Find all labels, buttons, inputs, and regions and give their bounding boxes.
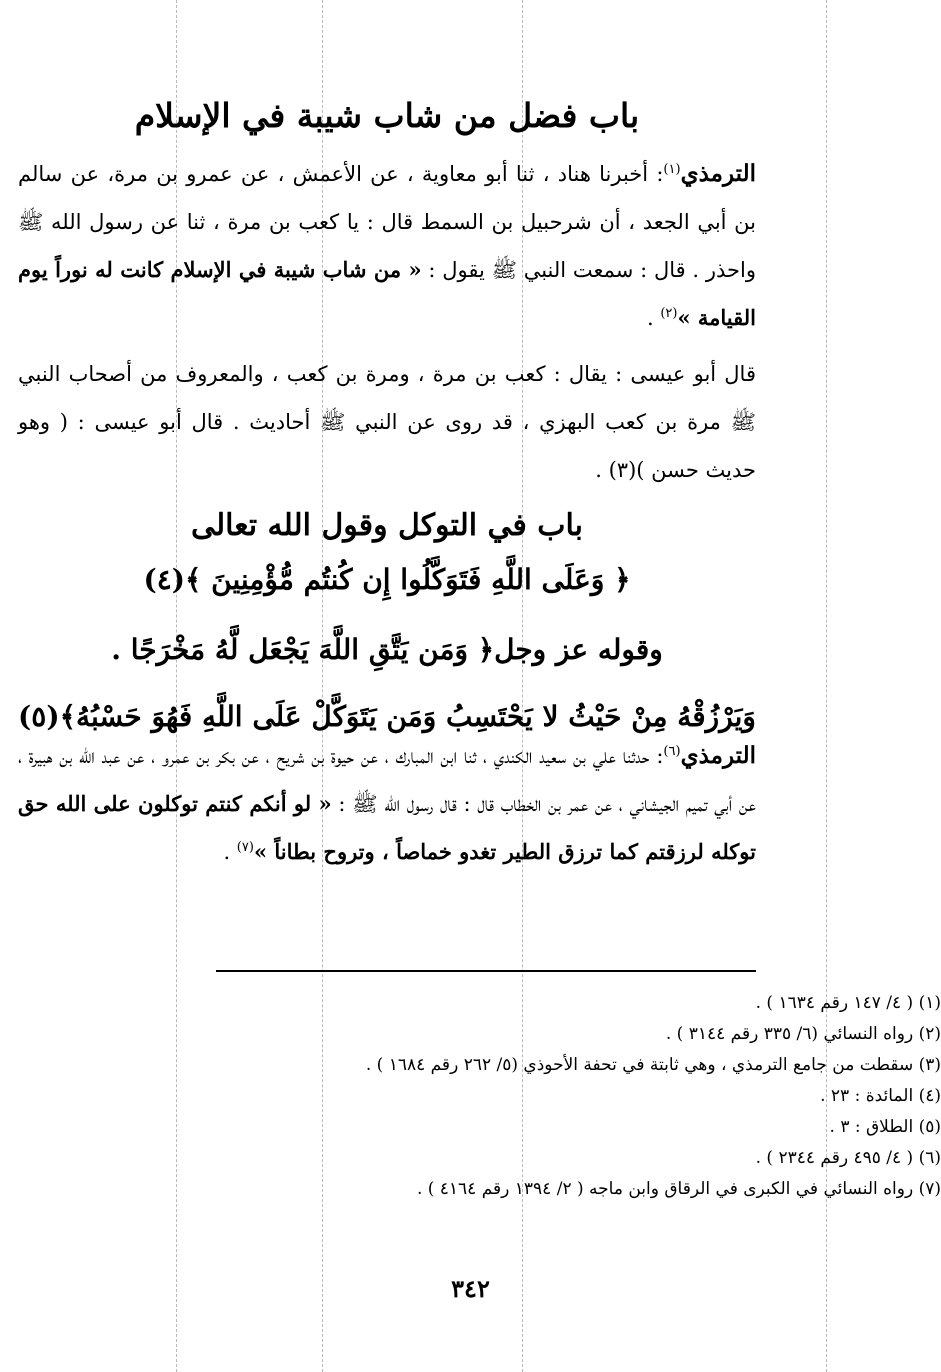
sentence-end: . [223,840,237,864]
footnote: (٤) المائدة : ٢٣ . [820,1086,941,1106]
footnote: (١) ( ٤/ ١٤٧ رقم ١٦٣٤ ) . [755,993,941,1013]
source-label: الترمذي [680,742,756,769]
hadith-quote: « لو أنكم كنتم توكلون على الله حق توكله لرزقتم كما ترزق الطير تغدو خماصاً ، وتروح بطاناً » [18,791,756,864]
footnote: (٣) سقطت من جامع الترمذي ، وهي ثابتة في تحفة الأحوذي (٥/ ٢٦٢ رقم ١٦٨٤ ) . [365,1055,941,1075]
commentary-paragraph: قال أبو عيسى : يقال : كعب بن مرة ، ومرة بن كعب ، والمعروف من أصحاب النبي ﷺ مرة بن كعب البهزي ، قد روى عن النبي ﷺ أحاديث . قال أبو عيسى : ( وهو حديث حسن )(٣) . [18,362,756,482]
chain-text: : حدثنا علي بن سعيد الكندي ، ثنا ابن المبارك ، عن حيوة بن شريح ، عن بكر بن عمرو ، عن عبد الله بن هبيرة ، عن أبي تميم الجيشاني ، عن عمر بن الخطاب قال : قال رسول الله ﷺ : [18,744,757,816]
footnote-ref: (٦) [663,744,681,759]
chapter-heading-2: باب في التوكل وقول الله تعالى [190,508,584,543]
quran-verse-2: وقوله عز وجل﴿ وَمَن يَتَّقِ اللَّهَ يَجْعَل لَّهُ مَخْرَجًا . [111,633,663,666]
footnote-ref: (٧) [236,840,254,855]
footnote-ref: (٢) [660,306,678,321]
quran-verse-1: ﴿ وَعَلَى اللَّهِ فَتَوَكَّلُوا إِن كُنتُم مُّؤْمِنِينَ ﴾(٤) [143,563,631,596]
footnote: (٦) ( ٤/ ٤٩٥ رقم ٢٣٤٤ ) . [755,1148,941,1168]
footnote-separator [216,970,756,972]
chain-text: : أخبرنا هناد ، ثنا أبو معاوية ، عن الأعمش ، عن عمرو بن مرة، عن سالم بن أبي الجعد ، أن شرحبيل بن السمط قال : يا كعب بن مرة ، ثنا عن رسول الله ﷺ واحذر . قال : سمعت النبي ﷺ يقول : [18,162,756,282]
source-label: الترمذي [680,160,756,187]
hadith-paragraph-2 [18,732,756,876]
footnotes [18,988,941,1205]
sentence-end: . [646,306,661,330]
quran-verse-3: وَيَرْزُقْهُ مِنْ حَيْثُ لا يَحْتَسِبُ وَمَن يَتَوَكَّلْ عَلَى اللَّهِ فَهُوَ حَسْبُهُ﴾(٥) [18,700,756,733]
page-number: ٣٤٢ [451,1274,490,1303]
hadith-paragraph-1 [18,150,756,342]
footnote: (٢) رواه النسائي (٦/ ٣٣٥ رقم ٣١٤٤ ) . [665,1024,941,1044]
hadith-quote: « من شاب شيبة في الإسلام كانت له نوراً يوم القيامة » [18,257,756,330]
footnote-ref: (١) [663,162,681,177]
footnote: (٥) الطلاق : ٣ . [829,1117,941,1137]
footnote: (٧) رواه النسائي في الكبرى في الرقاق وابن ماجه ( ٢/ ١٣٩٤ رقم ٤١٦٤ ) . [416,1179,941,1199]
chapter-heading-1: باب فضل من شاب شيبة في الإسلام [134,96,640,135]
